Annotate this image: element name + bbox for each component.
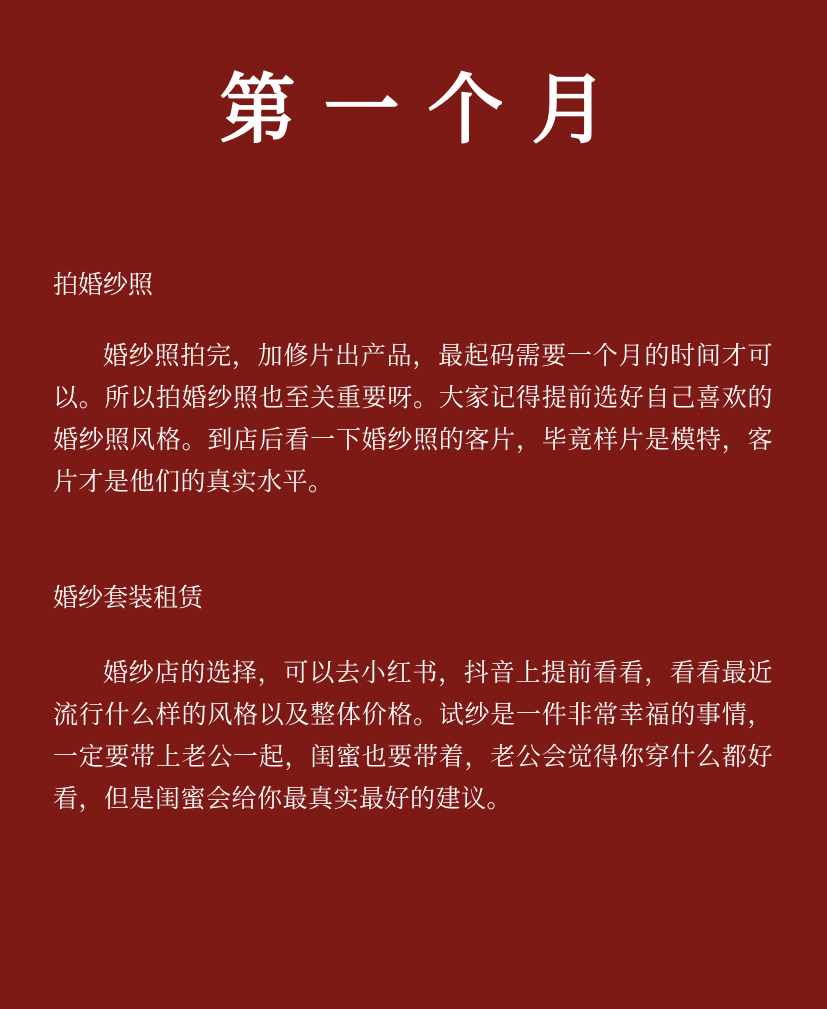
page-title: 第一个月: [219, 65, 636, 154]
section-body-wedding-photos: 婚纱照拍完，加修片出产品，最起码需要一个月的时间才可以。所以拍婚纱照也至关重要呀。大家记得提前选好自己喜欢的婚纱照风格。到店后看一下婚纱照的客片，毕竟样片是模特，客片才是他们的真实水平。: [53, 341, 773, 496]
section-heading-dress-rental: 婚纱套装租赁: [53, 583, 204, 612]
section-body-dress-rental: 婚纱店的选择，可以去小红书，抖音上提前看看，看看最近流行什么样的风格以及整体价格。试纱是一件非常幸福的事情，一定要带上老公一起，闺蜜也要带着，老公会觉得你穿什么都好看，但是闺蜜会给你最真实最好的建议。: [53, 658, 773, 813]
section-heading-wedding-photos: 拍婚纱照: [53, 270, 154, 299]
